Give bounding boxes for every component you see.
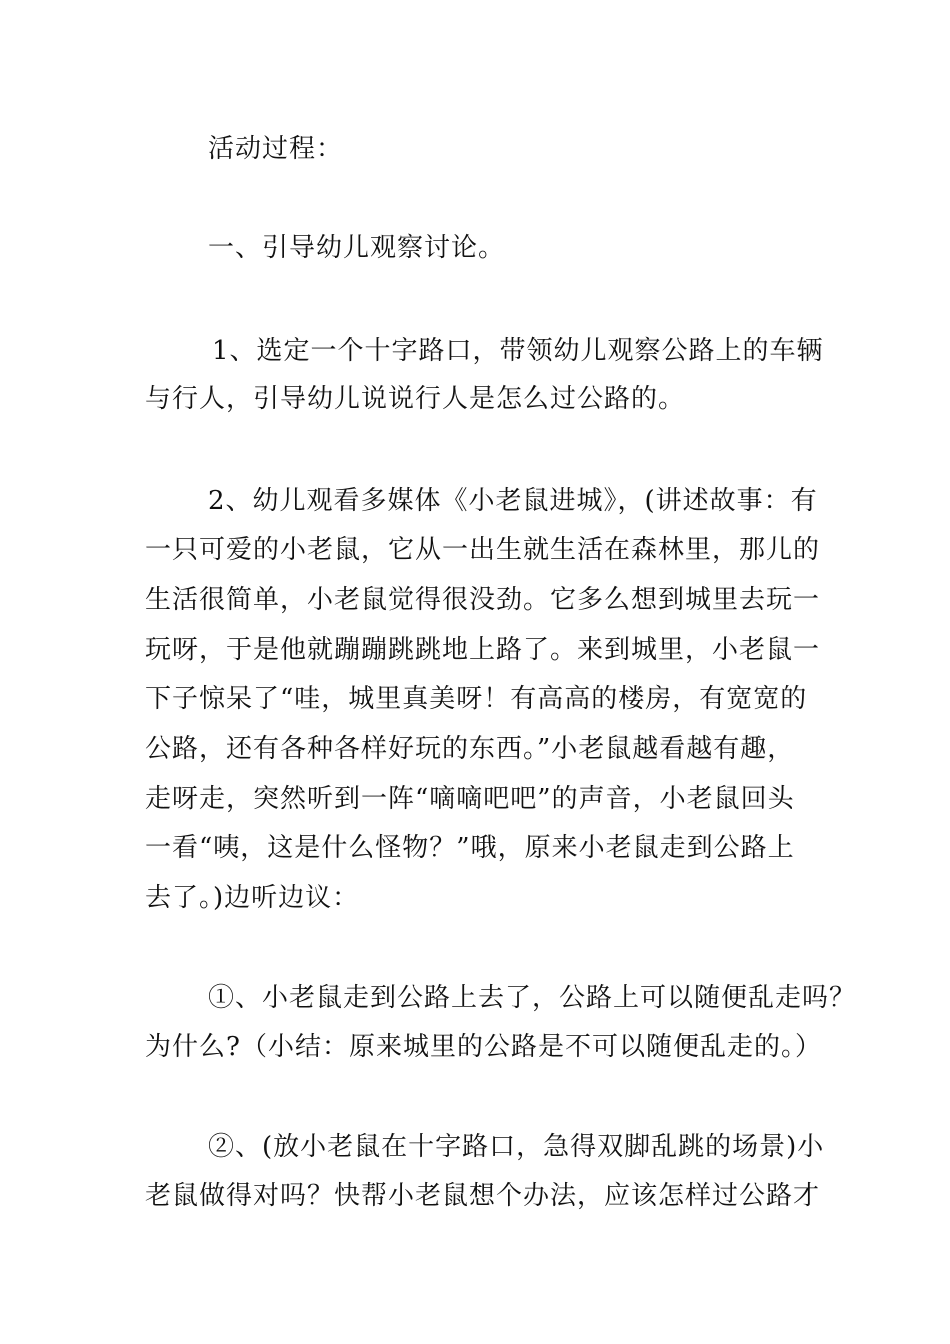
- paragraph-2-line: 走呀走，突然听到一阵“嘀嘀吧吧”的声音，小老鼠回头: [145, 784, 795, 814]
- paragraph-2-line: 玩呀，于是他就蹦蹦跳跳地上路了。来到城里，小老鼠一: [145, 635, 821, 665]
- paragraph-1-line: 与行人，引导幼儿说说行人是怎么过公路的。: [145, 384, 686, 414]
- paragraph-2-line: 一只可爱的小老鼠，它从一出生就生活在森林里，那儿的: [145, 535, 821, 565]
- paragraph-2-line: 去了。)边听边议：: [145, 883, 360, 913]
- question-2-line: ②、(放小老鼠在十字路口，急得双脚乱跳的场景)小: [208, 1132, 825, 1162]
- paragraph-2-line: 生活很简单，小老鼠觉得很没劲。它多么想到城里去玩一: [145, 585, 821, 615]
- paragraph-2-line: 下子惊呆了“哇，城里真美呀！有高高的楼房，有宽宽的: [145, 684, 808, 714]
- paragraph-1-line: 1、选定一个十字路口，带领幼儿观察公路上的车辆: [212, 336, 824, 366]
- subsection-heading: 一、引导幼儿观察讨论。: [208, 233, 506, 263]
- paragraph-2-line: 2、幼儿观看多媒体《小老鼠进城》，(讲述故事：有: [208, 486, 818, 516]
- paragraph-2-line: 一看“咦，这是什么怪物？”哦，原来小老鼠走到公路上: [145, 833, 795, 863]
- question-1-line: 为什么?（小结：原来城里的公路是不可以随便乱走的。）: [145, 1032, 822, 1062]
- paragraph-2-line: 公路，还有各种各样好玩的东西。”小老鼠越看越有趣，: [145, 734, 795, 764]
- question-2-line: 老鼠做得对吗？快帮小老鼠想个办法，应该怎样过公路才: [145, 1181, 821, 1211]
- section-title: 活动过程：: [208, 134, 344, 164]
- question-1-line: ①、小老鼠走到公路上去了，公路上可以随便乱走吗？: [208, 983, 857, 1013]
